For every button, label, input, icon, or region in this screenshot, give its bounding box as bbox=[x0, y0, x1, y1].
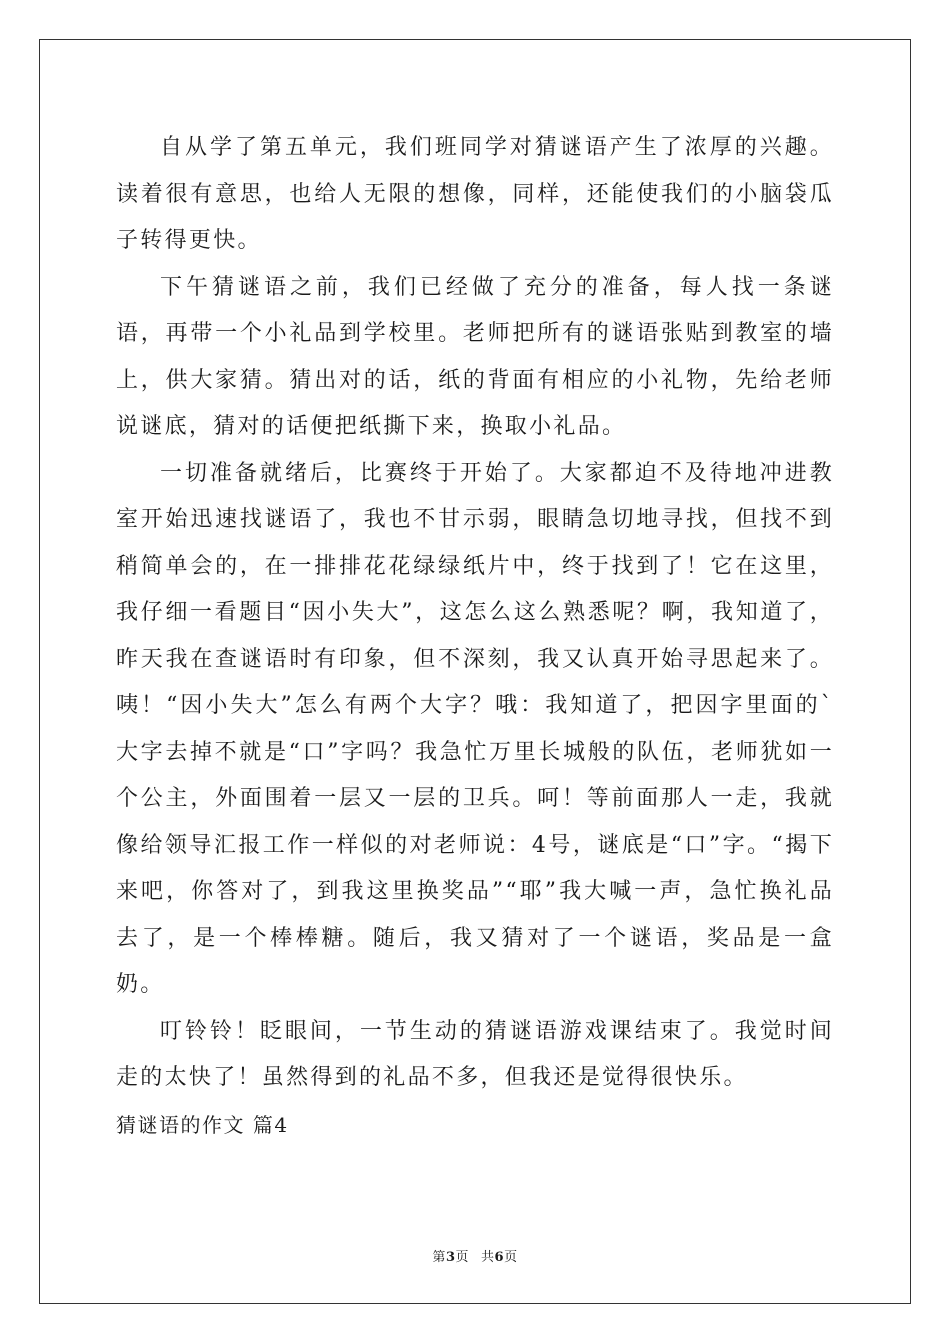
paragraph-3: 一切准备就绪后，比赛终于开始了。大家都迫不及待地冲进教室开始迅速找谜语了，我也不甘示弱，眼睛急切地寻找，但找不到稍简单会的，在一排排花花绿绿纸片中，终于找到了！它在这里，我仔细一看题目“因小失大”，这怎么这么熟悉呢？啊，我知道了，昨天我在查谜语时有印象，但不深刻，我又认真开始寻思起来了。咦！“因小失大”怎么有两个大字？哦：我知道了，把因字里面的`大字去掉不就是“口”字吗？我急忙万里长城般的队伍，老师犹如一个公主，外面围着一层又一层的卫兵。呵！等前面那人一走，我就像给领导汇报工作一样似的对老师说：4号，谜底是“口”字。“揭下来吧，你答对了，到我这里换奖品”“耶”我大喊一声，急忙换礼品去了，是一个棒棒糖。随后，我又猜对了一个谜语，奖品是一盒奶。 bbox=[116, 460, 834, 997]
page-suffix: 页 bbox=[455, 1250, 469, 1265]
page-number: 3 bbox=[445, 1250, 456, 1265]
section-heading: 猜谜语的作文 篇4 bbox=[116, 1112, 289, 1137]
total-suffix: 页 bbox=[504, 1250, 518, 1265]
total-prefix: 共 bbox=[481, 1250, 495, 1265]
paragraph-4: 叮铃铃！眨眼间，一节生动的猜谜语游戏课结束了。我觉时间走的太快了！虽然得到的礼品不多，但我还是觉得很快乐。 bbox=[116, 1018, 834, 1090]
total-pages: 6 bbox=[494, 1250, 505, 1265]
page-prefix: 第 bbox=[432, 1250, 446, 1265]
document-body bbox=[116, 125, 834, 1148]
paragraph-2: 下午猜谜语之前，我们已经做了充分的准备，每人找一条谜语，再带一个小礼品到学校里。老师把所有的谜语张贴到教室的墙上，供大家猜。猜出对的话，纸的背面有相应的小礼物，先给老师说谜底，猜对的话便把纸撕下来，换取小礼品。 bbox=[116, 274, 834, 439]
page-footer bbox=[0, 1246, 950, 1265]
paragraph-1: 自从学了第五单元，我们班同学对猜谜语产生了浓厚的兴趣。读着很有意思，也给人无限的想像，同样，还能使我们的小脑袋瓜子转得更快。 bbox=[116, 135, 834, 253]
